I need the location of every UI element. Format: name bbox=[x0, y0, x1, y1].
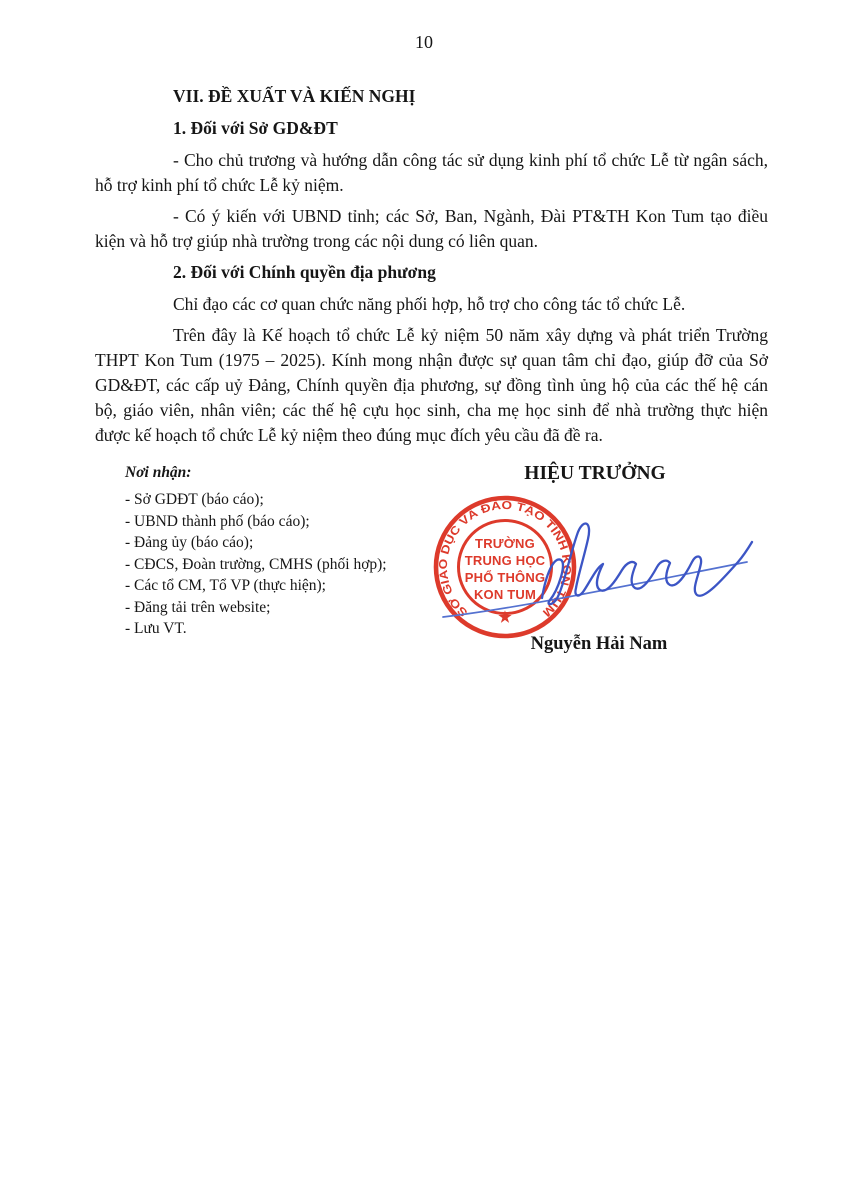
recipient-item: - Đảng ủy (báo cáo); bbox=[125, 534, 254, 551]
recipient-item: - Các tổ CM, Tổ VP (thực hiện); bbox=[125, 577, 326, 594]
paragraph-2: - Có ý kiến với UBND tỉnh; các Sở, Ban, Ngành, Đài PT&TH Kon Tum tạo điều kiện và hỗ trợ giúp nhà trường trong các nội dung có liên quan. bbox=[95, 206, 768, 251]
paragraph-3: Chỉ đạo các cơ quan chức năng phối hợp, hỗ trợ cho công tác tổ chức Lễ. bbox=[173, 294, 686, 314]
recipients-title: Nơi nhận: bbox=[125, 464, 192, 481]
signer-name: Nguyễn Hải Nam bbox=[530, 634, 668, 654]
stamp-inner-line: TRUNG HỌC bbox=[464, 553, 546, 568]
stamp-inner-line: PHỔ THÔNG bbox=[464, 570, 546, 585]
paragraph-1: - Cho chủ trương và hướng dẫn công tác sử dụng kinh phí tổ chức Lễ từ ngân sách, hỗ trợ kinh phí tổ chức Lễ kỷ niệm. bbox=[95, 150, 768, 195]
paragraph-4: Trên đây là Kế hoạch tổ chức Lễ kỷ niệm 50 năm xây dựng và phát triển Trường THPT Kon Tum (1975 – 2025). Kính mong nhận được sự quan tâm chỉ đạo, giúp đỡ của Sở GD&ĐT, các cấp uỷ Đảng, Chính quyền địa phương, sự đồng tình ủng hộ của các thế hệ cán bộ, giáo viên, nhân viên; các thế hệ cựu học sinh, cha mẹ học sinh để nhà trường thực hiện được kế hoạch tổ chức Lễ kỷ niệm theo đúng mục đích yêu cầu đã đề ra. bbox=[95, 325, 768, 445]
handwritten-signature bbox=[400, 512, 765, 637]
recipient-item: - CĐCS, Đoàn trường, CMHS (phối hợp); bbox=[125, 555, 387, 573]
recipient-item: - Lưu VT. bbox=[125, 620, 187, 637]
recipients-block bbox=[125, 464, 425, 640]
document-body bbox=[95, 84, 768, 448]
stamp-inner-line: KON TUM bbox=[473, 587, 537, 602]
subsection-1-heading: 1. Đối với Sở GD&ĐT bbox=[173, 118, 338, 138]
stamp-inner-line: TRƯỜNG bbox=[475, 536, 535, 551]
section-heading: VII. ĐỀ XUẤT VÀ KIẾN NGHỊ bbox=[173, 86, 416, 106]
recipient-item: - UBND thành phố (báo cáo); bbox=[125, 512, 310, 530]
page-number: 10 bbox=[415, 32, 433, 52]
signer-title: HIỆU TRƯỞNG bbox=[524, 463, 666, 484]
stamp-ring-text: SỞ GIÁO DỤC VÀ ĐÀO TẠO TỈNH KON TUM bbox=[437, 499, 573, 619]
recipients-list bbox=[125, 489, 425, 640]
stamp-star-icon: ★ bbox=[498, 609, 512, 626]
recipient-item: - Đăng tải trên website; bbox=[125, 598, 271, 616]
subsection-2-heading: 2. Đối với Chính quyền địa phương bbox=[173, 262, 436, 282]
recipient-item: - Sở GDĐT (báo cáo); bbox=[125, 491, 264, 508]
